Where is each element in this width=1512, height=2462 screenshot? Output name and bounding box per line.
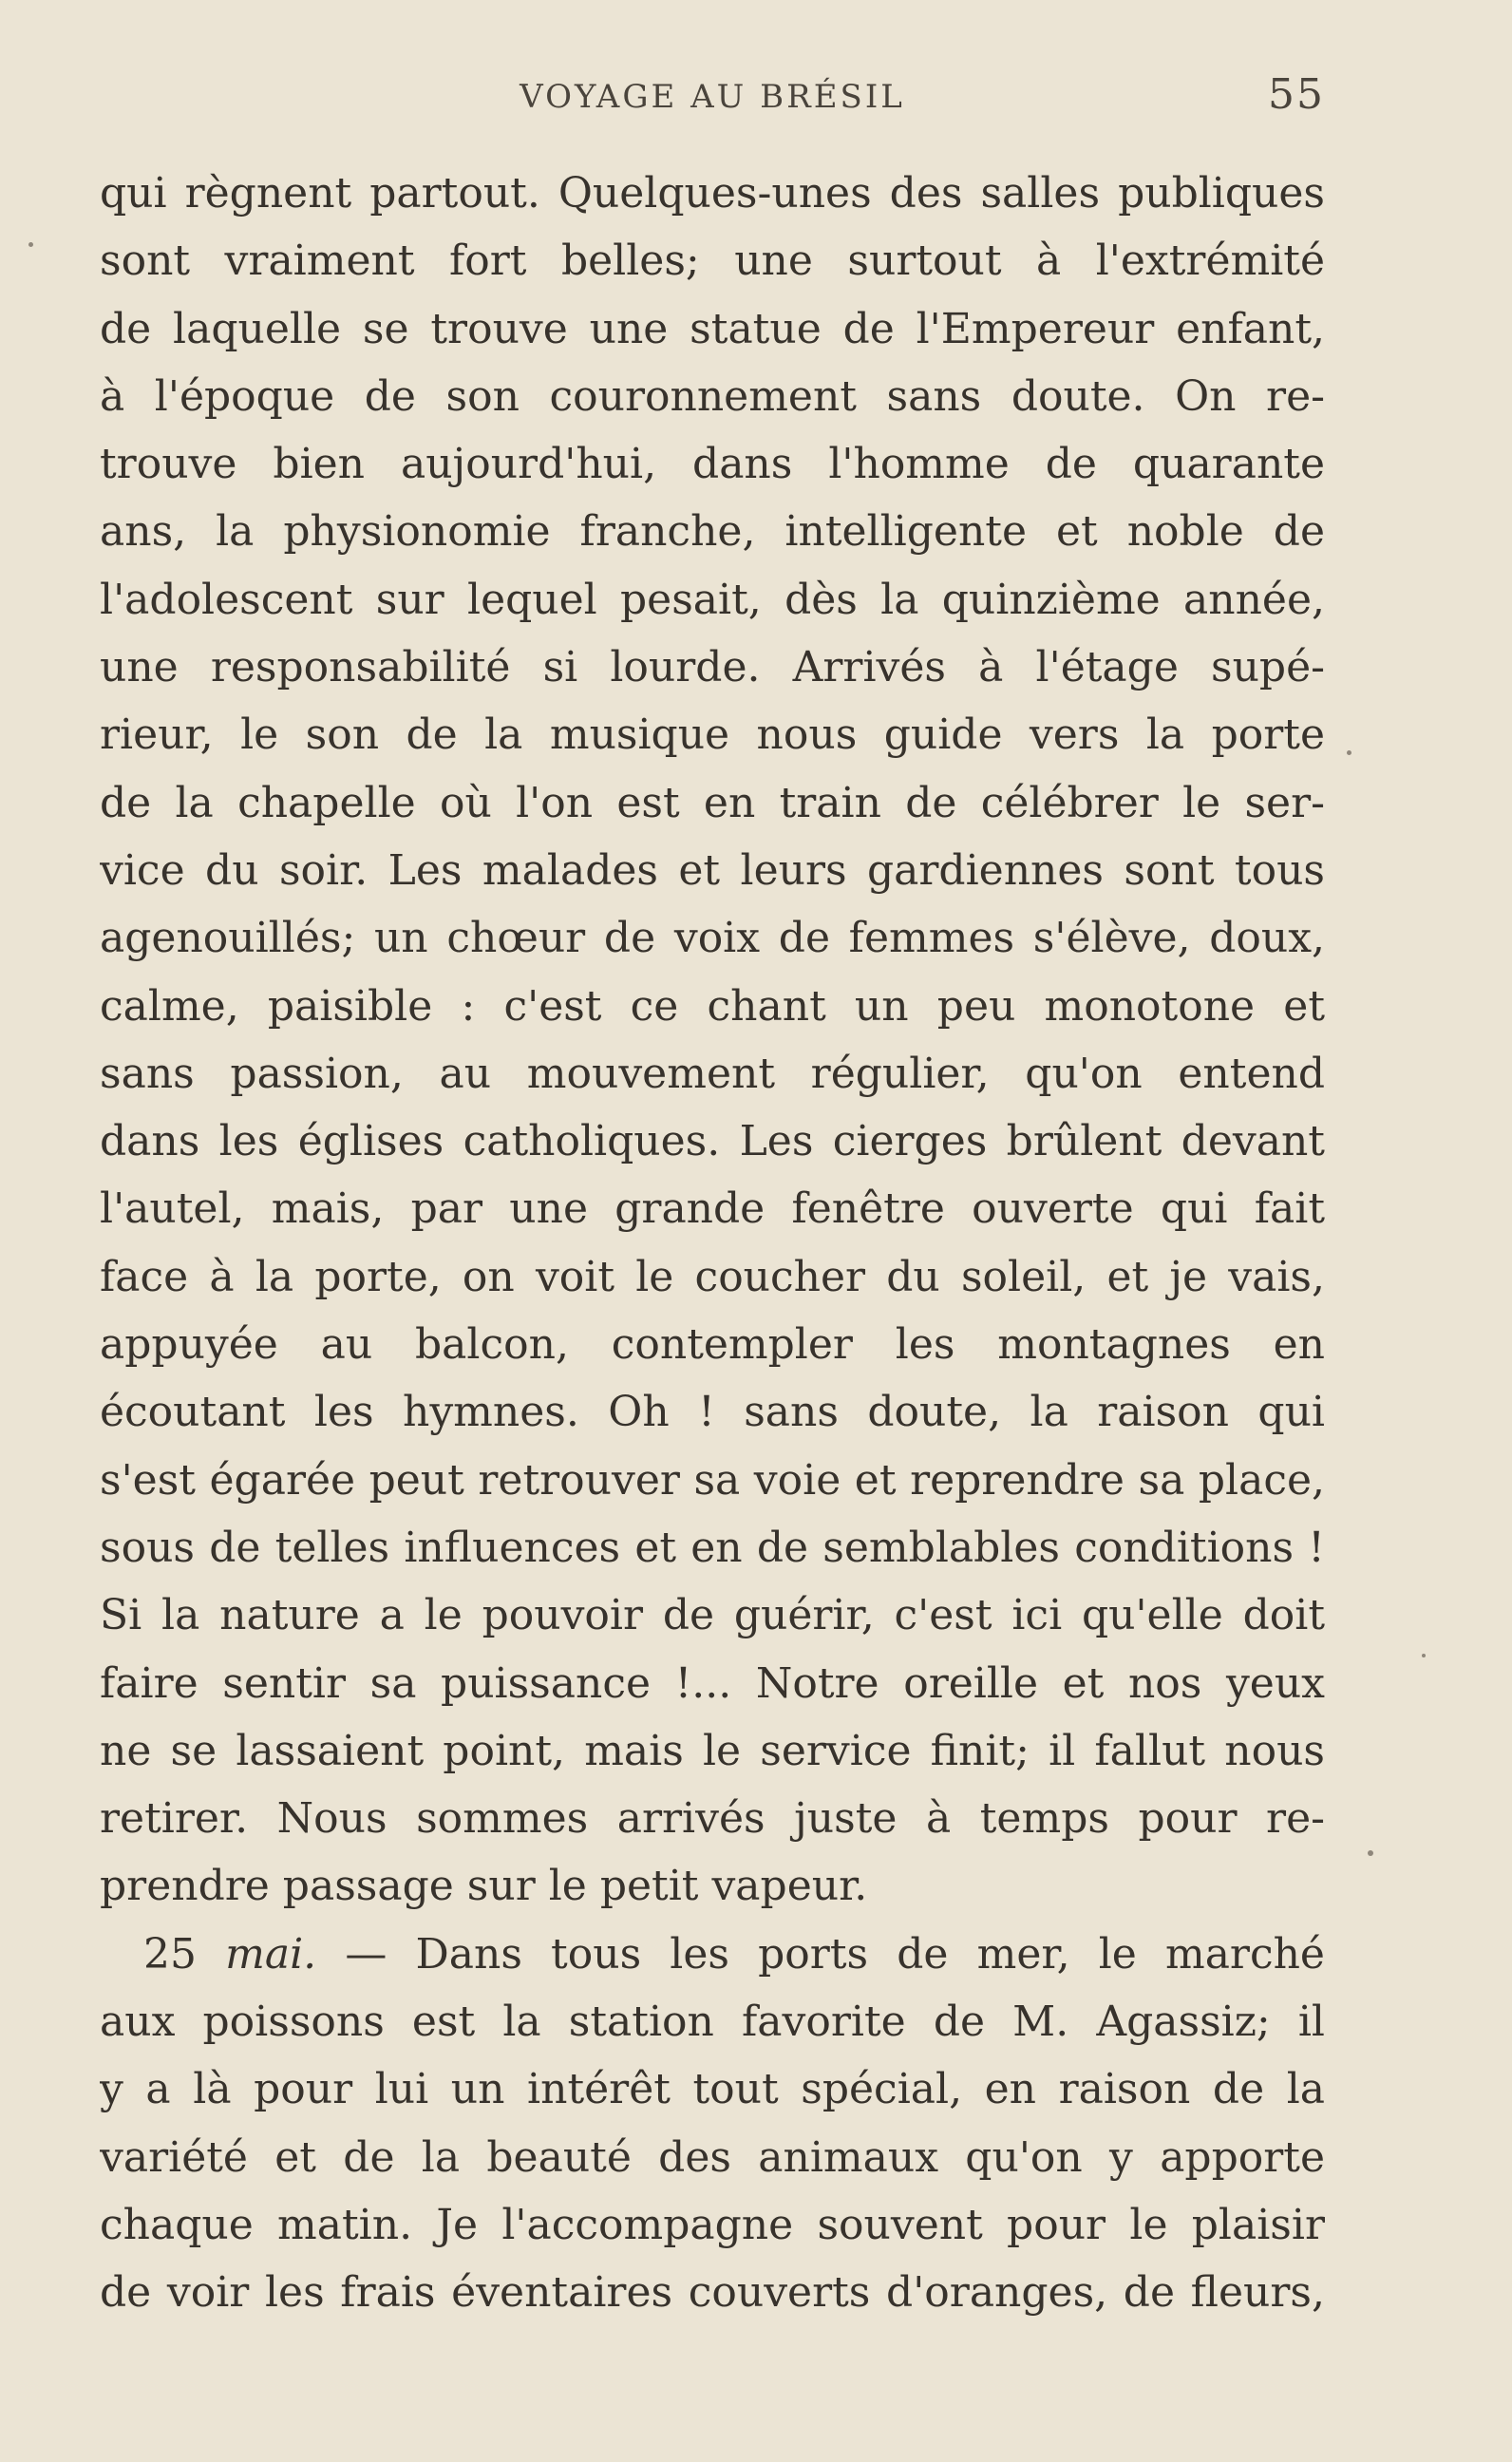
date-line-rest: — Dans tous les ports de mer, le marché xyxy=(345,1929,1325,1979)
text-line: une responsabilité si lourde. Arrivés à l'étage supé- xyxy=(100,643,1325,692)
running-head xyxy=(100,68,1325,125)
text-line: y a là pour lui un intérêt tout spécial, en raison de la xyxy=(100,2065,1325,2114)
text-line: Si la nature a le pouvoir de guérir, c'est ici qu'elle doit xyxy=(100,1591,1325,1640)
text-line: sont vraiment fort belles; une surtout à l'extrémité xyxy=(100,237,1325,286)
text-line: rieur, le son de la musique nous guide vers la porte xyxy=(100,710,1325,760)
text-line: aux poissons est la station favorite de M. Agassiz; il xyxy=(100,1998,1325,2047)
text-line: de la chapelle où l'on est en train de célébrer le ser- xyxy=(100,778,1325,827)
text-line: l'autel, mais, par une grande fenêtre ouverte qui fait xyxy=(100,1184,1325,1234)
paper-speck xyxy=(1368,1850,1373,1856)
running-title: VOYAGE AU BRÉSIL xyxy=(520,78,905,116)
text-line: l'adolescent sur lequel pesait, dès la quinzième année, xyxy=(100,575,1325,624)
paragraph-1 xyxy=(100,160,1325,1921)
text-line: s'est égarée peut retrouver sa voie et reprendre sa place, xyxy=(100,1455,1325,1505)
date-month: mai. xyxy=(225,1929,317,1979)
text-line: chaque matin. Je l'accompagne souvent pour le plaisir xyxy=(100,2200,1325,2249)
text-line: écoutant les hymnes. Oh ! sans doute, la raison qui xyxy=(100,1388,1325,1437)
text-line: de voir les frais éventaires couverts d'oranges, de fleurs, xyxy=(100,2268,1325,2318)
text-line: qui règnent partout. Quelques-unes des salles publiques xyxy=(100,169,1325,218)
text-line: retirer. Nous sommes arrivés juste à temps pour re- xyxy=(100,1794,1325,1844)
body-text xyxy=(100,160,1325,2327)
text-line: agenouillés; un chœur de voix de femmes s'élève, doux, xyxy=(100,914,1325,963)
text-line: ne se lassaient point, mais le service finit; il fallut nous xyxy=(100,1726,1325,1775)
date-number: 25 xyxy=(143,1929,197,1979)
text-line: sous de telles influences et en de semblables conditions ! xyxy=(100,1523,1325,1572)
text-line: variété et de la beauté des animaux qu'on y apporte xyxy=(100,2132,1325,2182)
text-line: calme, paisible : c'est ce chant un peu monotone et xyxy=(100,981,1325,1031)
text-line xyxy=(100,1921,1325,1988)
page-number: 55 xyxy=(1268,70,1325,119)
text-line: faire sentir sa puissance !... Notre oreille et nos yeux xyxy=(100,1658,1325,1708)
text-line: sans passion, au mouvement régulier, qu'on entend xyxy=(100,1049,1325,1098)
text-line: trouve bien aujourd'hui, dans l'homme de quarante xyxy=(100,440,1325,489)
text-line: de laquelle se trouve une statue de l'Empereur enfant, xyxy=(100,304,1325,353)
text-line: ans, la physionomie franche, intelligente et noble de xyxy=(100,507,1325,557)
text-line: appuyée au balcon, contempler les montagnes en xyxy=(100,1320,1325,1370)
text-line: dans les églises catholiques. Les cierges brûlent devant xyxy=(100,1117,1325,1166)
paper-speck xyxy=(1347,750,1351,755)
paragraph-2 xyxy=(100,1921,1325,2327)
text-line: à l'époque de son couronnement sans doute. On re- xyxy=(100,371,1325,421)
paper-speck xyxy=(1422,1654,1426,1657)
text-line: vice du soir. Les malades et leurs gardiennes sont tous xyxy=(100,845,1325,895)
paper-speck xyxy=(28,242,33,247)
text-line: face à la porte, on voit le coucher du soleil, et je vais, xyxy=(100,1252,1325,1301)
text-line: prendre passage sur le petit vapeur. xyxy=(100,1862,868,1911)
